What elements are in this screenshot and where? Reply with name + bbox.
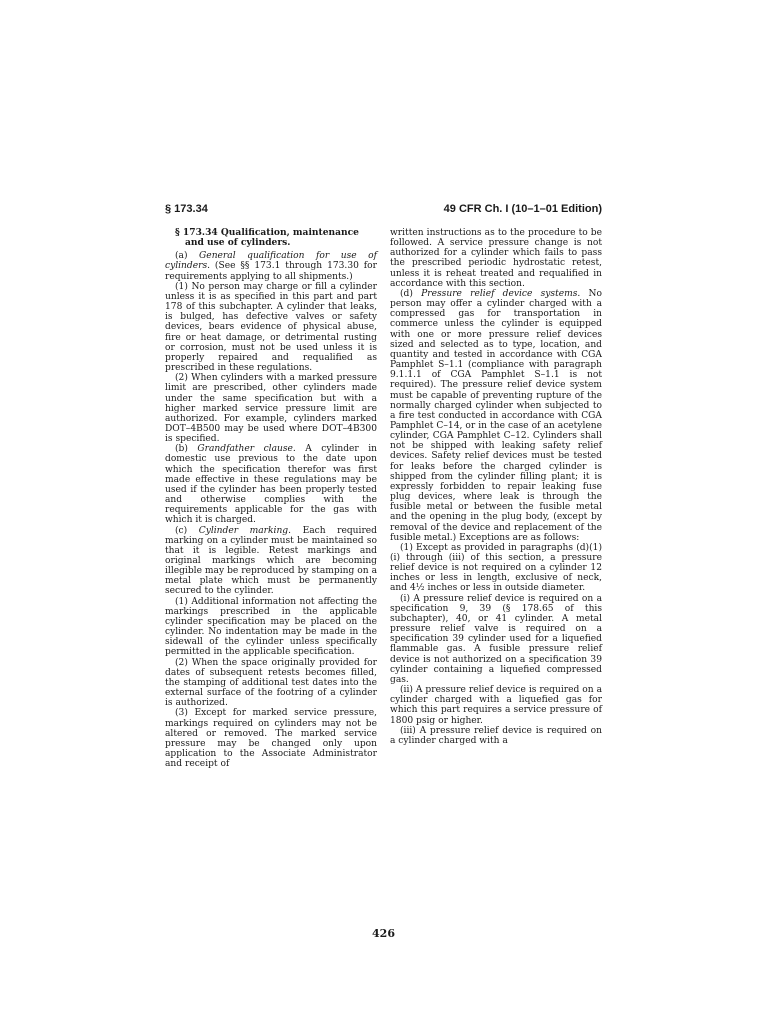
paragraph-d [390, 289, 602, 543]
paragraph-c3-continued: written instructions as to the procedure to be followed. A service pressure change is not authorized for a cylinder which fails to pass the prescribed periodic hydrostatic retest, unless it is reheat treated and requalified in accordance with this section. [390, 228, 602, 289]
paragraph-a1: (1) No person may charge or fill a cylinder unless it is as specified in this part and part 178 of this subchapter. A cylinder that leaks, is bulged, has defective valves or safety devices, bears evidence of physical abuse, fire or heat damage, or detrimental rusting or corrosion, must not be used unless it is properly repaired and requalified as prescribed in these regulations. [165, 281, 377, 374]
paragraph-d1-iii: (iii) A pressure relief device is required on a cylinder charged with a [390, 725, 602, 746]
paragraph-d-title: Pressure relief device systems. [421, 288, 581, 299]
paragraph-a-title: General qualification for use of cylinders. [165, 251, 377, 272]
right-column [390, 228, 602, 746]
paragraph-b-label: (b) [175, 444, 188, 455]
paragraph-b [165, 444, 377, 525]
paragraph-a2: (2) When cylinders with a marked pressure limit are prescribed, other cylinders made under the same specification but with a higher marked service pressure limit are authorized. For example, cylinders marked DOT–4B500 may be used where DOT–4B300 is specified. [165, 373, 377, 445]
section-heading: § 173.34 Qualification, maintenance and use of cylinders. [175, 227, 359, 249]
paragraph-d1: (1) Except as provided in paragraphs (d)(1) (i) through (iii) of this section, a pressure relief device is not required on a cylinder 12 inches or less in length, exclusive of neck, and 4½ inches or less in outside diameter. [390, 542, 602, 594]
paragraph-a [165, 251, 377, 281]
running-header [165, 203, 602, 219]
paragraph-c-title: Cylinder marking. [198, 525, 292, 536]
paragraph-d1-ii: (ii) A pressure relief device is required on a cylinder charged with a liquefied gas for which this part requires a service pressure of 1800 psig or higher. [390, 685, 602, 726]
paragraph-a-text: (See §§ 173.1 through 173.30 for requirements applying to all shipments.) [165, 261, 377, 282]
paragraph-c-text: Each required marking on a cylinder must be maintained so that it is legible. Retest markings and original markings which are becoming illegible may be reproduced by stamping on a metal plate which must be permanently secured to the cylinder. [165, 525, 377, 597]
paragraph-c-label: (c) [175, 525, 188, 536]
paragraph-c [165, 526, 377, 597]
left-column [165, 228, 377, 769]
header-title: 49 CFR Ch. I (10–1–01 Edition) [443, 203, 602, 215]
paragraph-d-label: (d) [400, 288, 413, 299]
paragraph-b-text: A cylinder in domestic use previous to the date upon which the specification therefor was first made effective in these regulations may be used if the cylinder has been properly tested and otherwise complies with the requirements applicable for the gas with which it is charged. [165, 444, 377, 526]
paragraph-c1: (1) Additional information not affecting the markings prescribed in the applicable cylinder specification may be placed on the cylinder. No indentation may be made in the sidewall of the cylinder unless specifically permitted in the applicable specification. [165, 596, 377, 658]
paragraph-c2: (2) When the space originally provided for dates of subsequent retests becomes filled, the stamping of additional test dates into the external surface of the footring of a cylinder is authorized. [165, 657, 377, 709]
paragraph-c3: (3) Except for marked service pressure, markings required on cylinders may not be altered or removed. The marked service pressure may be changed only upon application to the Associate Administrator and receipt of [165, 708, 377, 770]
paragraph-d1-i: (i) A pressure relief device is required on a specification 9, 39 (§ 178.65 of this subchapter), 40, or 41 cylinder. A metal pressure relief valve is required on a specification 39 cylinder used for a liquefied flammable gas. A fusible pressure relief device is not authorized on a specification 39 cylinder containing a liquefied compressed gas. [390, 593, 602, 685]
paragraph-a-label: (a) [175, 251, 188, 262]
header-section-number: § 173.34 [165, 203, 208, 215]
paragraph-d-text: No person may offer a cylinder charged with a compressed gas for transportation in commerce unless the cylinder is equipped with one or more pressure relief devices sized and selected as to type, location, and quantity and tested in accordance with CGA Pamphlet S–1.1 (compliance with paragraph 9.1.1.1 of CGA Pamphlet S–1.1 is not required). The pressure relief device system must be capable of preventing rupture of the normally charged cylinder when subjected to a fire test conducted in accordance with CGA Pamphlet C–14, or in the case of an acetylene cylinder, CGA Pamphlet C–12. Cylinders shall not be shipped with leaking safety relief devices. Safety relief devices must be tested for leaks before the charged cylinder is shipped from the cylinder filling plant; it is expressly forbidden to repair leaking fuse plug devices, where leak is through the fusible metal or between the fusible metal and the opening in the plug body, (except by removal of the device and replacement of the fusible metal.) Exceptions are as follows: [390, 288, 602, 543]
paragraph-b-title: Grandfather clause. [197, 444, 296, 455]
page-number: 426 [372, 927, 395, 940]
